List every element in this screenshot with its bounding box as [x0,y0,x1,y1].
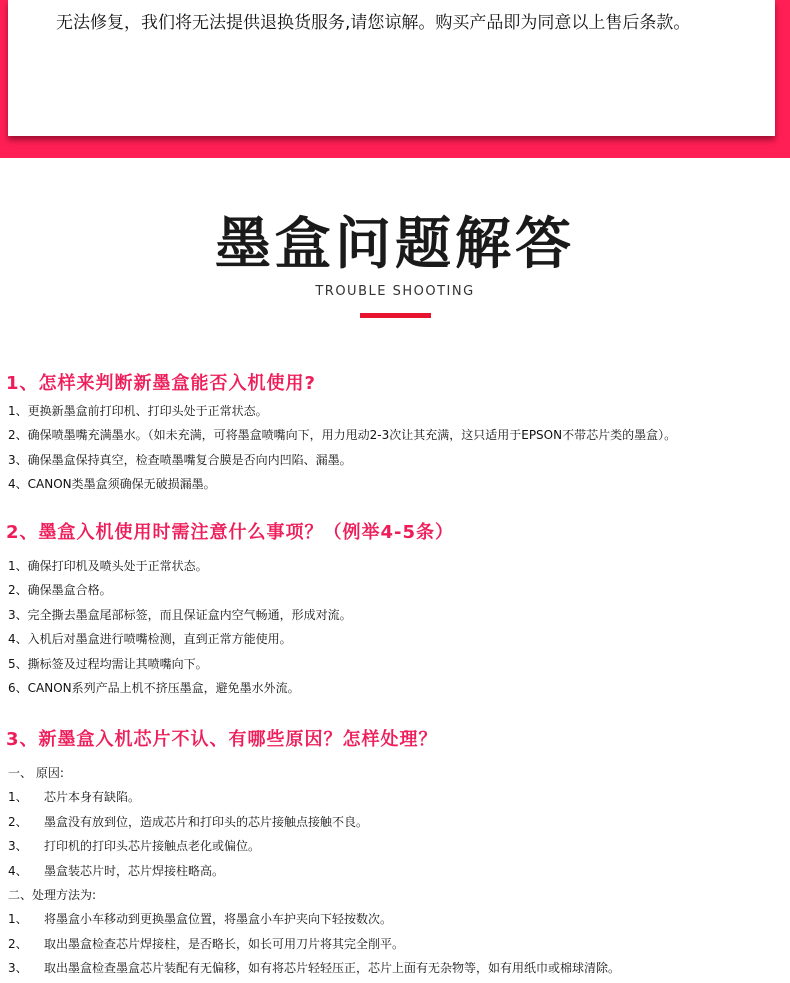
list-item: 1、 芯片本身有缺陷。 [8,790,141,805]
page-subtitle: TROUBLE SHOOTING [315,284,475,299]
list-item: 2、确保喷墨嘴充满墨水。（如未充满，可将墨盒喷嘴向下，用力甩动2-3次让其充满，这只适用于EPSON不带芯片类的墨盒）。 [8,428,677,443]
list-item: 4、入机后对墨盒进行喷嘴检测，直到正常方能使用。 [8,632,292,647]
section-list-1 [8,399,676,497]
list-item: 3、确保墨盒保持真空，检查喷墨嘴复合膜是否向内凹陷、漏墨。 [8,452,352,467]
section-list-2 [8,554,352,700]
cause-label: 一、 原因: [8,766,64,780]
list-item: 1、 将墨盒小车移动到更换墨盒位置，将墨盒小车护夹向下轻按数次。 [8,912,393,927]
page-title: 墨盒问题解答 [215,212,575,277]
list-item: 2、 墨盒没有放到位，造成芯片和打印头的芯片接触点接触不良。 [8,814,369,829]
list-item: 4、CANON类墨盒须确保无破损漏墨。 [8,477,216,492]
list-item: 3、完全撕去墨盒尾部标签，而且保证盒内空气畅通，形成对流。 [8,607,352,622]
solution-label: 二、处理方法为: [8,887,97,902]
notice-frame [0,0,790,158]
title-divider [360,313,431,318]
section-list-3 [8,761,620,981]
list-item: 6、CANON系列产品上机不挤压墨盒，避免墨水外流。 [8,680,300,695]
list-item: 5、撕标签及过程均需让其喷嘴向下。 [8,656,208,671]
section-heading-3: 3、新墨盒入机芯片不认、有哪些原因？怎样处理？ [6,729,438,750]
list-item: 2、确保墨盒合格。 [8,583,112,598]
list-item: 1、更换新墨盒前打印机、打印头处于正常状态。 [8,404,268,418]
notice-text: 无法修复，我们将无法提供退换货服务,请您谅解。购买产品即为同意以上售后条款。 [56,13,691,33]
list-item: 4、 墨盒装芯片时，芯片焊接柱略高。 [8,863,225,878]
section-heading-2: 2、墨盒入机使用时需注意什么事项？（例举4-5条） [6,522,455,543]
notice-card [8,0,775,136]
list-item: 3、 打印机的打印头芯片接触点老化或偏位。 [8,839,261,854]
list-item: 2、 取出墨盒检查芯片焊接柱，是否略长，如长可用刀片将其完全削平。 [8,936,405,951]
list-item: 1、确保打印机及喷头处于正常状态。 [8,559,208,573]
section-heading-1: 1、怎样来判断新墨盒能否入机使用? [6,373,316,394]
list-item: 3、 取出墨盒检查墨盒芯片装配有无偏移，如有将芯片轻轻压正，芯片上面有无杂物等，如有用纸巾或棉球清除。 [8,961,621,976]
